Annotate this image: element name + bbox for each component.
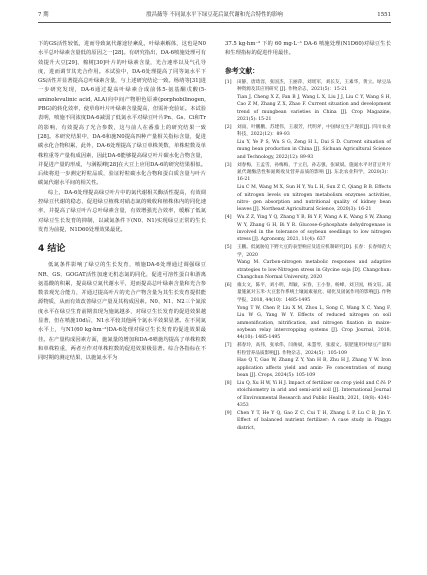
page-number: 1551 (377, 12, 391, 18)
reference-number (225, 139, 237, 161)
reference-number (225, 357, 237, 379)
reference-number: [9] (225, 410, 232, 416)
reference-item (225, 410, 391, 432)
references-heading: 参考文献： (225, 66, 259, 75)
reference-number: [4] (225, 215, 232, 221)
left-column (38, 40, 206, 364)
issue-number: 7 期 (38, 12, 49, 18)
reference-text: 田静，唐琦容，张国杰，王丽萍，刘瑶军，刘长友，王素华，黄立。绿豆品种资源及其应用研究 [J]. 作物杂志，2021(5)：15-21 (237, 79, 391, 92)
reference-item (225, 305, 391, 342)
reference-item (225, 342, 391, 357)
reference-text: Wang M. Carbon-nitrogen metabolic responses and adaptive strategies to low-Nitrogen stress in Glycine soja [D]. Changchun: Changchun Normal University, 2020 (237, 260, 391, 281)
reference-list (225, 79, 391, 433)
body-paragraph: 综上，DA-6处理提高绿豆叶片中的氮代谢相关酶活性提高，有效调控绿豆代谢的稳态，促进绿豆植株对硝态氮的吸收和植株体内的同化速率，并提高了绿豆叶片总叶绿素含量，有效增强光合效率，缓解了低氮对绿豆生长发育的抑制，以减氮条件下(N0、N1)实现绿豆正常的生长发育为前提，N1D60处理效果最优。 (38, 189, 206, 233)
conclusion-paragraph: 低氮条件影响了绿豆的生长发育，喷施DA-6处理通过调强绿豆NR、GS、GOGAT活性加速无机态氮的同化，促进可溶性蛋白和游离氨基酸的积累，提高绿豆氮代谢水平，进而提高总叶绿素含量和光合参数表观光合能力，并通过提高叶片的光合产物含量为其生长发育提供能源物质，从而有效改善绿豆产量及其构成因素。N0、N1、N2三个氮浓度水平在绿豆生育前期表现为施氮越多，对绿豆生长发育的促进效果越显著，但在喷施10d后，N1水平较其他两个氮水平效果显著。在不同氮水平上，与N1(60 kg·hm⁻²)DA-6处理对绿豆生长发育的促进效果最佳。在产量构成因素方面，施氮量的增加和DA-6喷施均提高了单株粒数和单株粒重，两者互作对单株粒数的促进效果极显著。综合各指标在不同时期的测定结果，以施氮水平为 (38, 262, 206, 362)
reference-item (225, 357, 391, 379)
reference-item (225, 184, 391, 214)
reference-item (225, 139, 391, 161)
reference-number: [7] (225, 343, 232, 349)
reference-number (225, 259, 237, 281)
reference-text: Wu Z Z, Ying Y Q, Zhang Y B, Bi Y F, Wang A K, Wang S W, Zhang W Y, Zhang G H, Bi Y R. Glucose-6-phosphate dehydrogenase is involved in the tolerance of soybean seedlings to low nitrogen stress [J]. Agronomy, 2021, 11(4): 637 (237, 215, 391, 243)
section-heading-conclusion: 4 结论 (38, 244, 66, 255)
reference-text: Chen Y T, He Y Q, Gao Z C, Cui T H, Zhang L P, Lu C B, Jin Y. Effect of balanced nutrient fertilizer: A case study in Pinggu district, (237, 410, 391, 431)
reference-text: Hao Q T, Gao W, Zhang Z Y, Yan H B, Zhu H J, Zhang Y W. Iron application affects yield and amin- Fe concentration of mung bean [J]. Crops, 2024(5): 105-109 (237, 358, 391, 379)
reference-number (225, 305, 237, 342)
reference-item (225, 244, 391, 259)
reference-number: [1] (225, 79, 232, 85)
body-paragraph: 下的GS活性较低，进而导致氮代谢途径紊乱，叶绿素解体，这也是N0水平总叶绿素含量低的原因之一[28]。有研究指出，DA-6喷施处理可有效提升大豆[29]、棉树[30]叶片的叶绿素含量，光合速率以及气孔导度，进而调节其光合作用。本试验中，DA-6处理提高了同等氮水平下GS活性并显著提高总叶绿素含量，与上述研究结论一致。杨靖等[31]进一步研究发现，DA-6通过提高叶绿素合成前体5-氨基酮戊酸(5-aminolevulinic acid, ALA)向中间产物胆色原素(porphobilinogen, PBG)的转化效率，使草莓叶片叶绿素含量提高，但需补充验证。本试验表明，喷施不同浓度DA-6减弱了低氮水平对绿豆叶片Pn、Gs、Ci和Tr的影响，有效提高了光合参数，这与前人在番茄上的研究结果一致[28]。本研究结果中，DA-6和施N0提高四种产量相关指标含量，促进碳水化合物积累，此外，DA-6处理提高了绿豆单株荚数、单株粒数及单株粒重等产量构成因素，因此DA-6能够提高绿豆叶片碳水化合物含量，并促进产量的形成，与满振峰[28]在大豆上应用DA-6的研究结果相似。后续将进一步测定籽粒品质，验证籽粒碳水化合物和蛋白质含量与叶片碳氮代谢水平间的相关性。 (38, 41, 206, 187)
reference-number: [2] (225, 124, 232, 130)
reference-text: 刘雨，叶鹏鹏，苏建伟，王淑芳，代明斧，中国绿豆生产现状[J]. 四川农业科技，2022(12)：89-93 (237, 124, 391, 138)
reference-item (225, 162, 391, 184)
body-paragraph: 37.5 kg·hm⁻² 下的 60 mg·L⁻¹ DA-6 喷施处理(N1D60)对绿豆生长和生理指标的促进作用最佳。 (225, 41, 391, 57)
reference-item (225, 79, 391, 94)
reference-text: 王鹏。低氮胁迫下野大豆的表型响应及适应机制研究[D]. 长春：长春师范大学，2020 (237, 245, 391, 258)
reference-number: [3] (225, 162, 232, 168)
reference-item (225, 282, 391, 304)
reference-number: [6] (225, 283, 232, 289)
reference-item (225, 124, 391, 139)
right-column (225, 40, 391, 433)
reference-text: 刘春梅，王孟雪，孙梅梅，于立启，孙志强，张斌斌。施氮水平对苜豆叶片氮代谢酶活性和氮吸收及营养品质的影响 [J]. 东北农业科学，2020(3)：16-21 (237, 162, 391, 183)
running-header (38, 11, 391, 23)
reference-number (225, 94, 237, 124)
reference-text: Tian J, Cheng X Z, Fan B J, Wang L X, Liu J J, Liu C Y, Wang S H, Cao Z M, Zhang Z X, Zhao F. Current situation and development trend of mungbean varieties in China [J]. Crop Magazine, 2021(5): 15-21 (237, 94, 391, 123)
reference-number (225, 184, 237, 214)
reference-number: [8] (225, 380, 232, 386)
reference-text: 郝春玲，高伟，张承伟，闫俊斌，朱慧琴，张淑文。依肥施用对绿豆产量和籽粒营养品质影响[J]. 作物杂志，2024(5)：105-109 (237, 343, 391, 356)
reference-text: Liu Y, Ye P S, Wu S G, Zeng H L, Dai S D. Current situation of mung bean production in China [J]. Sichuan Agricultural Science and Technology, 2022(12): 89-93 (237, 140, 391, 160)
reference-text: Liu Q, Xu H W, Yi H J. Impact of fertilizer on crop yield and C:N: P stoichiometry in arid and semi-arid soil [J]. International Journal of Environmental Research and Public Health, 2021, 18(8): 4341-4353 (237, 380, 391, 409)
reference-item (225, 259, 391, 281)
reference-text: Liu C M, Wang M X, Sun H Y, Yu L H, Sun Z C, Qiang B B. Effects of nitrogen levels on nitrogen metabolism enzymes activities, nitro- gen absorption and nutritional quality of kidney bean leaves [J]. Northeast Agricultural Science, 2020(3): 16-21 (237, 185, 391, 213)
reference-item (225, 214, 391, 244)
reference-text: 雍太文，陈平，刘小明，周颖，宋春，王小春，杨峰，刘卫国，杨文钰。减量施氮对玉米-大豆套作系统土壤氮素氨化、硝化及固氮作用的影响[J]. 作物学报，2018, 44(10)：1485-1495 (237, 283, 391, 303)
reference-number: [5] (225, 245, 232, 251)
reference-item (225, 380, 391, 410)
reference-item (225, 94, 391, 124)
running-title: 殷昌薇等 不同氮水平下绿豆花后氮代谢和光合特性的影响 (146, 12, 283, 18)
reference-text: Yong T W, Chen P, Liu X M, Zhou L, Song C, Wang X C, Yang F, Liu W G, Yang W Y. Effects of reduced nitrogen on soil ammonification, nitrification, and nitrogen fixation in maize-soybean relay intercropping systems [J]. Crop Journal, 2018, 44(10): 1485-1495 (237, 305, 391, 341)
